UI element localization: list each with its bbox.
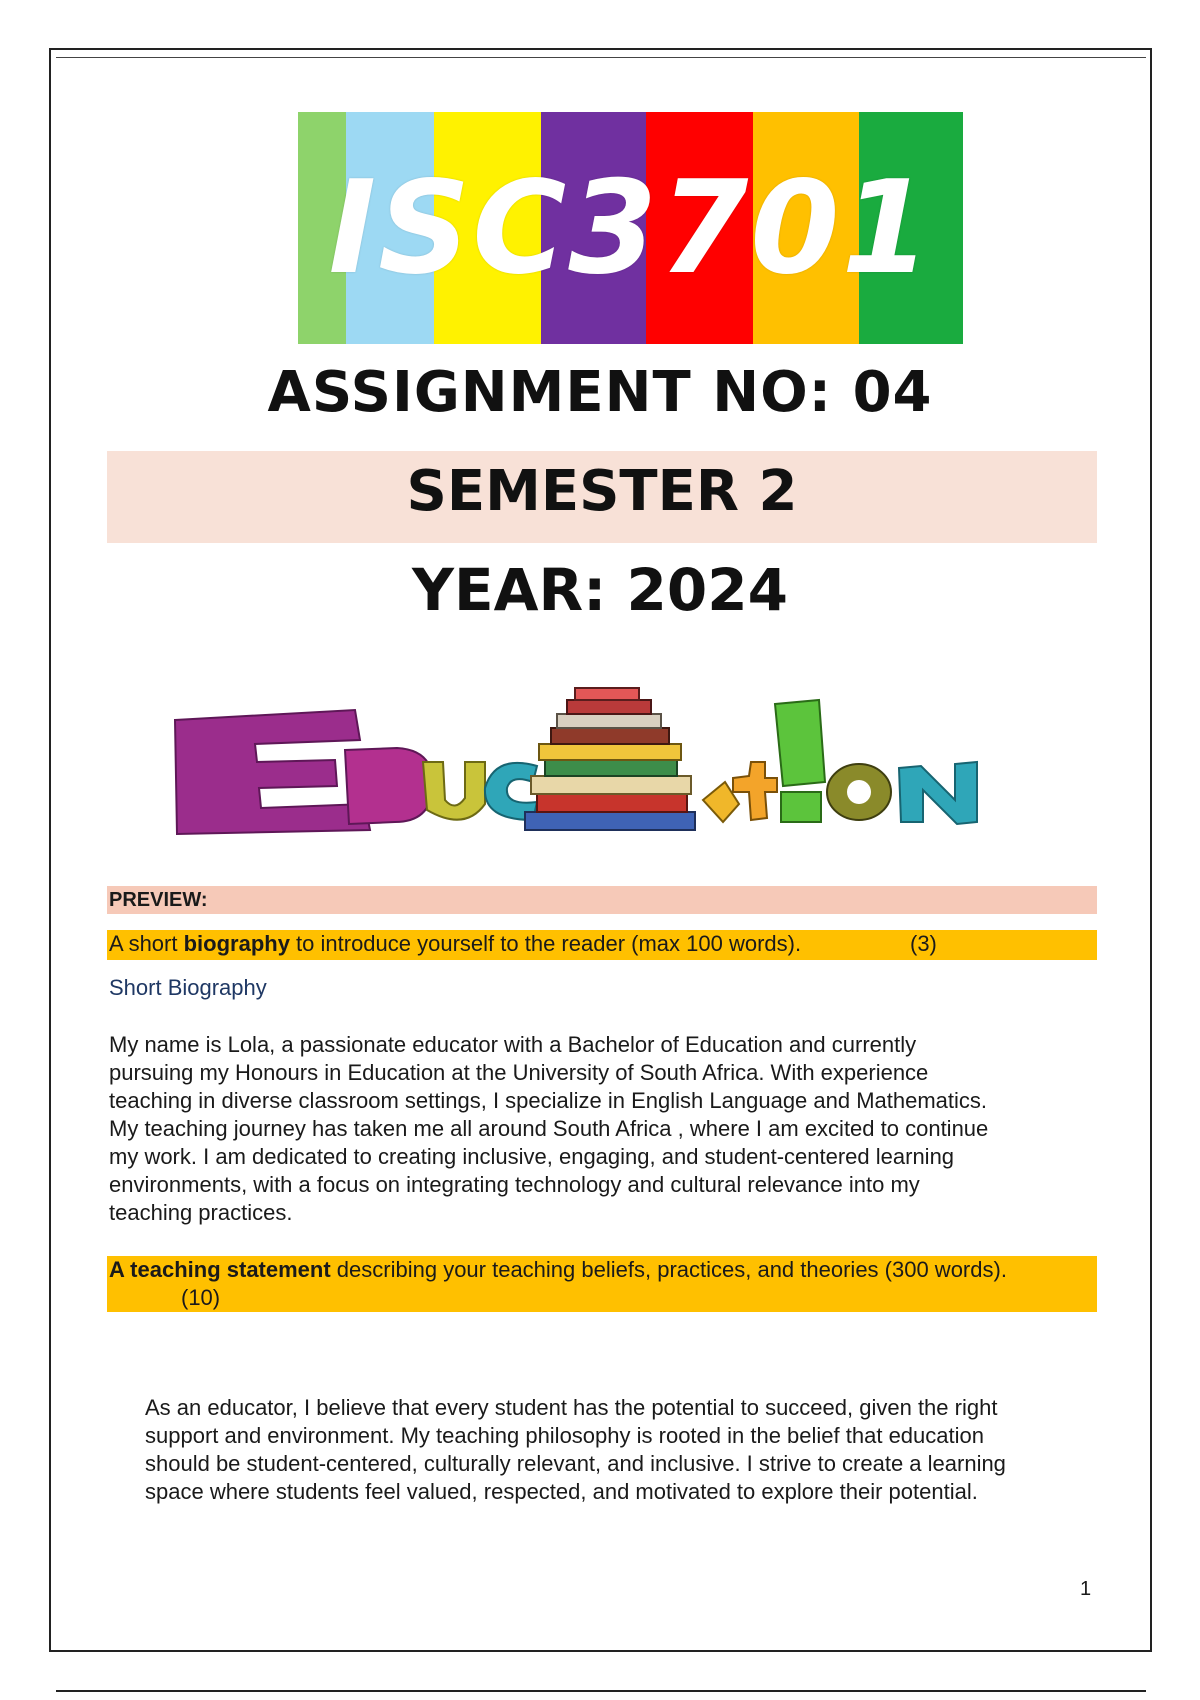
biography-prompt-marks: (3) — [910, 931, 937, 956]
biography-prompt-suffix: to introduce yourself to the reader (max 100 words). — [289, 931, 802, 956]
teaching-line: space where students feel valued, respected, and motivated to explore their potential. — [145, 1479, 978, 1504]
teaching-statement-prompt — [107, 1256, 1097, 1312]
teaching-line: should be student-centered, culturally relevant, and inclusive. I strive to create a learning — [145, 1451, 1006, 1476]
letter-d-icon — [345, 748, 433, 824]
preview-label: PREVIEW: — [107, 886, 1097, 914]
letter-u-icon — [423, 762, 485, 820]
education-graphic — [165, 670, 1035, 840]
teaching-prompt-suffix: describing your teaching beliefs, practices, and theories (300 words). — [330, 1257, 1007, 1282]
biography-prompt-prefix: A short — [109, 931, 184, 956]
semester-title: SEMESTER 2 — [406, 459, 798, 524]
biography-line: My teaching journey has taken me all around South Africa , where I am excited to continue — [109, 1116, 989, 1141]
top-rule — [56, 57, 1146, 58]
stack-of-books-icon — [525, 688, 695, 830]
teaching-line: As an educator, I believe that every student has the potential to succeed, given the right — [145, 1395, 998, 1420]
bottom-rule — [56, 1690, 1146, 1692]
biography-line: pursuing my Honours in Education at the University of South Africa. With experience — [109, 1060, 929, 1085]
teaching-prompt-bold: A teaching statement — [109, 1257, 331, 1282]
biography-line: my work. I am dedicated to creating inclusive, engaging, and student-centered learning — [109, 1144, 955, 1169]
biography-prompt-bold: biography — [183, 931, 290, 956]
letter-o-hole — [847, 780, 871, 804]
letter-i-dot-icon — [781, 792, 821, 822]
letter-e-icon — [175, 710, 370, 834]
teaching-statement-paragraph — [145, 1394, 1105, 1506]
biography-line: environments, with a focus on integrating technology and cultural relevance into my — [109, 1172, 920, 1197]
teaching-prompt-marks: (10) — [181, 1285, 221, 1310]
biography-heading: Short Biography — [109, 975, 267, 1000]
assignment-title: ASSIGNMENT NO: 04 — [267, 360, 933, 425]
page-number: 1 — [1080, 1578, 1092, 1600]
biography-paragraph — [109, 1031, 1099, 1227]
biography-line: teaching practices. — [109, 1200, 293, 1225]
teaching-line: support and environment. My teaching philosophy is rooted in the belief that education — [145, 1423, 984, 1448]
course-code: ISC3701 — [328, 153, 933, 303]
letter-n-icon — [899, 762, 977, 824]
letter-i-icon — [775, 700, 825, 786]
biography-line: My name is Lola, a passionate educator with a Bachelor of Education and currently — [109, 1032, 917, 1057]
biography-prompt — [107, 930, 1097, 960]
biography-line: teaching in diverse classroom settings, I specialize in English Language and Mathematics. — [109, 1088, 988, 1113]
year-title: YEAR: 2024 — [412, 556, 788, 624]
letter-t-icon — [733, 762, 777, 820]
